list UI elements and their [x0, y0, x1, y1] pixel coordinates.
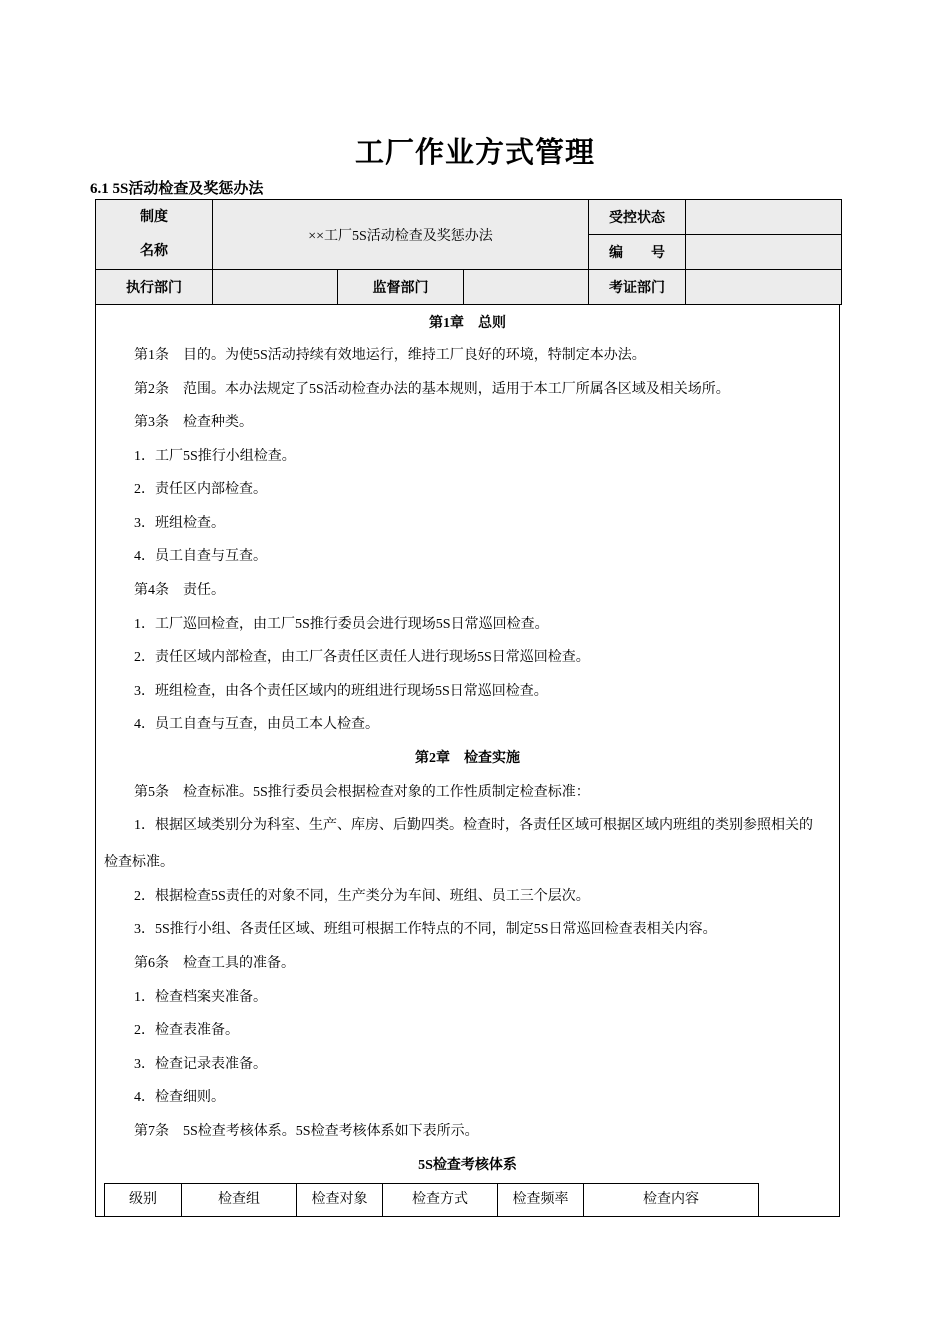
article-5-item-1-line-1: 1．根据区域类别分为科室、生产、库房、后勤四类。检查时，各责任区域可根据区域内班组的类别参照相关的 — [134, 818, 813, 833]
article-3-item-3: 3．班组检查。 — [134, 516, 225, 531]
system-name-value: ××工厂5S活动检查及奖惩办法 — [213, 200, 589, 270]
inspection-system-table — [104, 1183, 759, 1217]
article-2: 第2条 范围。本办法规定了5S活动检查办法的基本规则，适用于本工厂所属各区域及相关场所。 — [134, 382, 730, 397]
col-header-method: 检查方式 — [383, 1184, 498, 1217]
article-3-item-1: 1．工厂5S推行小组检查。 — [134, 449, 296, 464]
table-header-row — [105, 1184, 759, 1217]
controlled-status-value — [686, 200, 842, 235]
col-header-frequency: 检查频率 — [498, 1184, 584, 1217]
number-value — [686, 235, 842, 270]
chapter-2-heading: 第2章 检查实施 — [415, 751, 520, 766]
exec-dept-value — [213, 270, 338, 305]
article-7: 第7条 5S检查考核体系。5S检查考核体系如下表所示。 — [134, 1124, 479, 1139]
article-6: 第6条 检查工具的准备。 — [134, 956, 295, 971]
article-5-item-1-line-2: 检查标准。 — [104, 855, 174, 870]
article-3-item-4: 4．员工自查与互查。 — [134, 549, 267, 564]
col-header-object: 检查对象 — [297, 1184, 383, 1217]
article-4-item-3: 3．班组检查，由各个责任区域内的班组进行现场5S日常巡回检查。 — [134, 684, 548, 699]
article-3-item-2: 2．责任区内部检查。 — [134, 482, 267, 497]
audit-dept-label: 考证部门 — [589, 270, 686, 305]
number-label: 编 号 — [589, 235, 686, 270]
chapter-1-heading: 第1章 总则 — [429, 316, 506, 331]
article-4-item-1: 1．工厂巡回检查，由工厂5S推行委员会进行现场5S日常巡回检查。 — [134, 617, 549, 632]
article-4: 第4条 责任。 — [134, 583, 225, 598]
article-4-item-2: 2．责任区域内部检查，由工厂各责任区责任人进行现场5S日常巡回检查。 — [134, 650, 590, 665]
col-header-group: 检查组 — [182, 1184, 297, 1217]
controlled-status-label: 受控状态 — [589, 200, 686, 235]
article-5: 第5条 检查标准。5S推行委员会根据检查对象的工作性质制定检查标准： — [134, 785, 590, 800]
section-heading: 6.1 5S活动检查及奖惩办法 — [90, 181, 264, 197]
article-4-item-4: 4．员工自查与互查，由员工本人检查。 — [134, 717, 379, 732]
article-6-item-4: 4．检查细则。 — [134, 1090, 225, 1105]
article-1: 第1条 目的。为使5S活动持续有效地运行，维持工厂良好的环境，特制定本办法。 — [134, 348, 646, 363]
col-header-level: 级别 — [105, 1184, 182, 1217]
audit-dept-value — [686, 270, 842, 305]
col-header-content: 检查内容 — [584, 1184, 759, 1217]
article-5-item-3: 3．5S推行小组、各责任区域、班组可根据工作特点的不同，制定5S日常巡回检查表相关内容。 — [134, 922, 717, 937]
supervise-dept-value — [464, 270, 589, 305]
supervise-dept-label: 监督部门 — [338, 270, 464, 305]
article-6-item-2: 2．检查表准备。 — [134, 1023, 239, 1038]
table-caption: 5S检查考核体系 — [418, 1158, 517, 1173]
document-title: 工厂作业方式管理 — [354, 137, 595, 169]
exec-dept-label: 执行部门 — [96, 270, 213, 305]
article-6-item-1: 1．检查档案夹准备。 — [134, 990, 267, 1005]
system-name-label: 制度 名称 — [96, 200, 213, 270]
header-table — [95, 199, 842, 305]
article-6-item-3: 3．检查记录表准备。 — [134, 1057, 267, 1072]
article-3: 第3条 检查种类。 — [134, 415, 253, 430]
article-5-item-2: 2．根据检查5S责任的对象不同，生产类分为车间、班组、员工三个层次。 — [134, 889, 590, 904]
